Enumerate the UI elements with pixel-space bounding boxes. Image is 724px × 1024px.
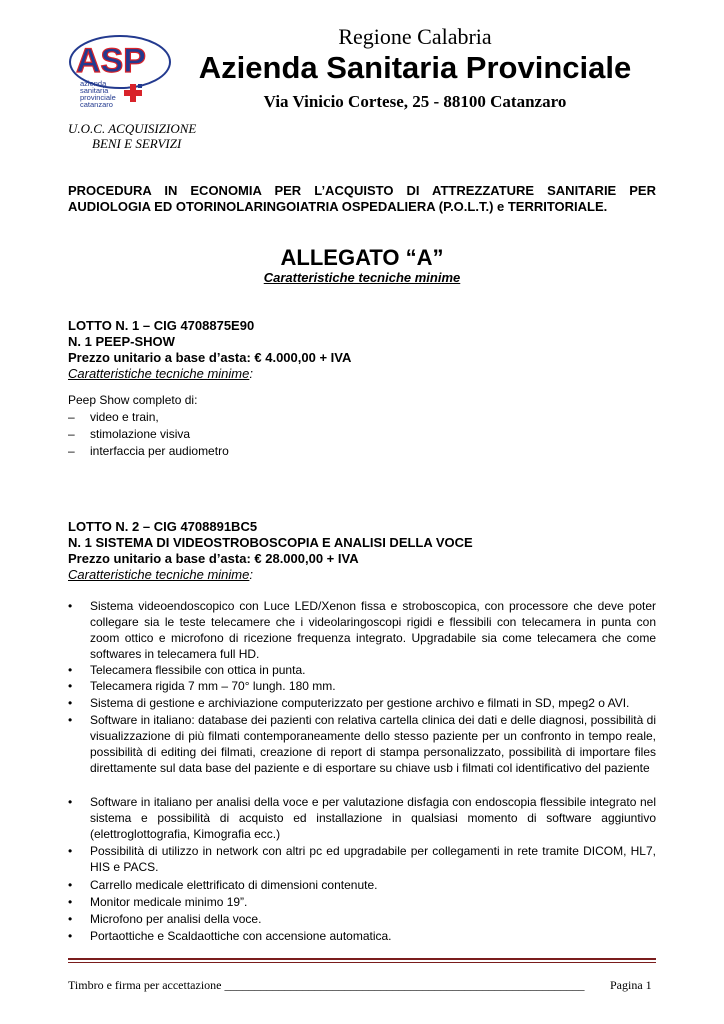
list-item	[68, 598, 656, 662]
bullet-marker: •	[68, 663, 73, 677]
list-item-text: Microfono per analisi della voce.	[90, 912, 262, 926]
bullet-marker: •	[68, 895, 73, 909]
list-item	[68, 894, 656, 910]
logo-sub-2: sanitaria	[80, 86, 109, 95]
asp-logo	[68, 28, 172, 108]
list-item	[68, 662, 656, 678]
list-item-text: Portaottiche e Scaldaottiche con accensione automatica.	[90, 929, 392, 943]
lotto2-specs-text: Caratteristiche tecniche minime	[68, 567, 250, 582]
logo-sub-3: provinciale	[80, 93, 116, 102]
list-item-text: Telecamera flessibile con ottica in punta.	[90, 663, 306, 677]
list-item	[68, 712, 656, 776]
lotto2-item: N. 1 SISTEMA DI VIDEOSTROBOSCOPIA E ANALISI DELLA VOCE	[68, 535, 473, 550]
lotto2-header: LOTTO N. 2 – CIG 4708891BC5	[68, 519, 258, 534]
list-item	[68, 911, 656, 927]
list-item	[68, 410, 159, 424]
dash-marker: –	[68, 444, 75, 458]
signature-line: Timbro e firma per accettazione ____________________________________________________________	[68, 978, 585, 992]
lotto1-item: N. 1 PEEP-SHOW	[68, 334, 175, 349]
list-item-text: Telecamera rigida 7 mm – 70° lungh. 180 mm.	[90, 679, 336, 693]
list-item-text: Monitor medicale minimo 19”.	[90, 895, 248, 909]
procedure-title: PROCEDURA IN ECONOMIA PER L’ACQUISTO DI ATTREZZATURE SANITARIE PER AUDIOLOGIA ED OTORINOLARINGOIATRIA OSPEDALIERA (P.O.L.T.) e TERRITORIALE.	[68, 183, 656, 214]
bullet-marker: •	[68, 929, 73, 943]
list-item	[68, 427, 190, 441]
list-item	[68, 928, 656, 944]
lotto1-specs-colon: :	[249, 366, 253, 381]
logo-cross-icon	[124, 84, 142, 102]
asp-logo-graphic	[68, 28, 172, 108]
lotto1-specs-text: Caratteristiche tecniche minime	[68, 366, 250, 381]
bullet-marker: •	[68, 599, 73, 613]
list-item	[68, 843, 656, 875]
lotto1-intro: Peep Show completo di:	[68, 393, 198, 407]
lotto2-price: Prezzo unitario a base d’asta: € 28.000,00 + IVA	[68, 551, 359, 566]
logo-sub-4: catanzaro	[80, 100, 113, 108]
bullet-marker: •	[68, 912, 73, 926]
region-name: Regione Calabria	[338, 24, 492, 49]
list-item-text: Sistema videoendoscopico con Luce LED/Xenon fissa e stroboscopica, con processore che deve poter collegare sia le teste telecamere che i videolaringoscopi rigidi e flessibili con telecamera in punta con zoom ottico e microfono di ricezione frequenza integrato. Upgradabile sia come telecamera che come softwares in telecamera full HD.	[90, 599, 656, 661]
lotto1-specs-label	[68, 366, 253, 381]
lotto2-specs-colon: :	[249, 567, 253, 582]
bullet-marker: •	[68, 679, 73, 693]
footer-rule-thin	[68, 962, 656, 963]
bullet-marker: •	[68, 696, 73, 710]
lotto1-header: LOTTO N. 1 – CIG 4708875E90	[68, 318, 255, 333]
list-item-text: interfaccia per audiometro	[90, 444, 229, 458]
bullet-marker: •	[68, 713, 73, 727]
lotto1-price: Prezzo unitario a base d’asta: € 4.000,00 + IVA	[68, 350, 352, 365]
list-item	[68, 695, 656, 711]
department-line-2: BENI E SERVIZI	[92, 136, 182, 151]
page-number: Pagina 1	[610, 978, 652, 992]
logo-sub-1: azienda	[80, 79, 107, 88]
dash-marker: –	[68, 410, 75, 424]
bullet-marker: •	[68, 795, 73, 809]
logo-letters: ASP	[76, 42, 146, 80]
list-item-text: Sistema di gestione e archiviazione computerizzato per gestione archivo e filmati in SD, mpeg2 o AVI.	[90, 696, 630, 710]
allegato-title: ALLEGATO “A”	[280, 245, 444, 270]
bullet-marker: •	[68, 878, 73, 892]
lotto2-specs-label	[68, 567, 253, 582]
list-item-text: Software in italiano per analisi della voce e per valutazione disfagia con endoscopia flessibile integrato nel sistema e possibilità di acquisto ed installazione in qualsiasi momento di software aggiuntivo (elettroglottografia, Kimografia ecc.)	[90, 795, 656, 841]
department-line-1: U.O.C. ACQUISIZIONE	[68, 121, 197, 136]
list-item-text: Carrello medicale elettrificato di dimensioni contenute.	[90, 878, 378, 892]
list-item	[68, 678, 656, 694]
list-item	[68, 444, 229, 458]
list-item	[68, 877, 656, 893]
list-item-text: Possibilità di utilizzo in network con altri pc ed upgradabile per collegamenti in rete tramite DICOM, HL7, HIS e PACS.	[90, 844, 656, 874]
agency-address: Via Vinicio Cortese, 25 - 88100 Catanzaro	[263, 92, 567, 111]
list-item-text: stimolazione visiva	[90, 427, 191, 441]
bullet-marker: •	[68, 844, 73, 858]
allegato-subtitle: Caratteristiche tecniche minime	[263, 270, 461, 285]
agency-name: Azienda Sanitaria Provinciale	[198, 50, 632, 85]
list-item-text: video e train,	[90, 410, 159, 424]
footer-rule	[68, 958, 656, 960]
list-item	[68, 794, 656, 842]
dash-marker: –	[68, 427, 75, 441]
list-item-text: Software in italiano: database dei pazienti con relativa cartella clinica dei dati e delle diagnosi, possibilità di visualizzazione di più filmati contemporaneamente dello stesso paziente per un confronto in tempo reale, possibilità di editing dei filmati, creazione di report di stampa personalizzato, possibilità di importare files direttamente sul data base del paziente e di esportare su chiave usb i filmati col identificativo del paziente	[90, 713, 656, 775]
